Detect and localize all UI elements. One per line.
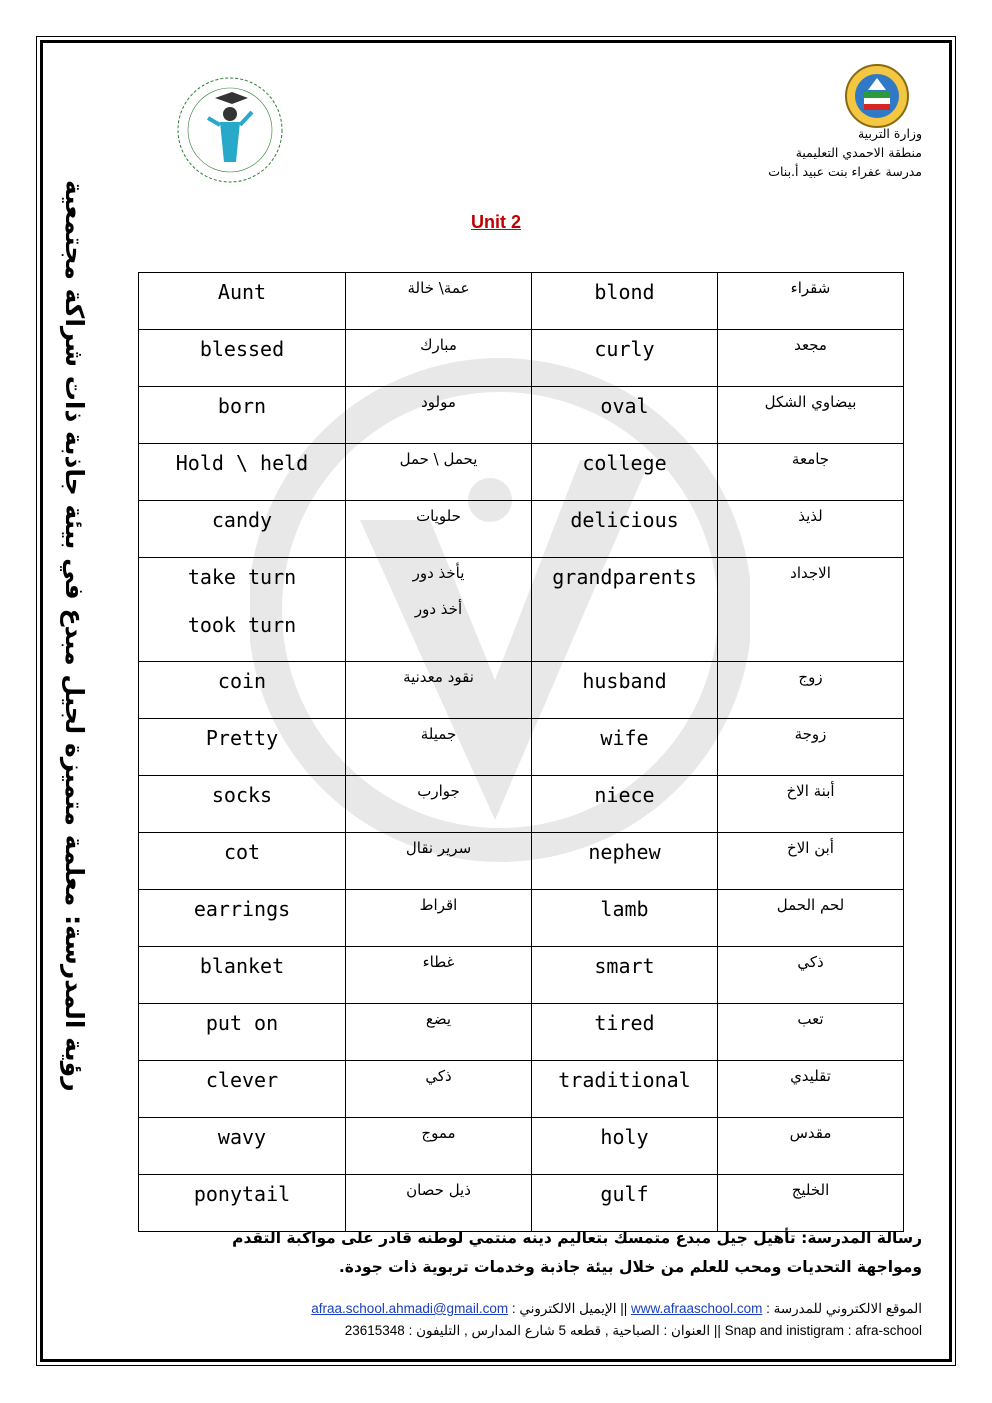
english-word: tired [532,1004,718,1061]
english-word: gulf [532,1175,718,1232]
english-word: ponytail [139,1175,346,1232]
arabic-meaning: لذيذ [718,501,904,558]
arabic-meaning-past: أخذ دور [414,600,463,618]
arabic-meaning: شقراء [718,273,904,330]
arabic-meaning: ذكي [346,1061,532,1118]
email-link[interactable]: afraa.school.ahmadi@gmail.com [311,1301,509,1316]
school-logo-icon [170,70,290,190]
arabic-meaning: بيضاوي الشكل [718,387,904,444]
english-word-past: took turn [187,613,297,637]
arabic-meaning: مولود [346,387,532,444]
english-word: lamb [532,890,718,947]
table-row [139,558,904,662]
arabic-meaning: مقدس [718,1118,904,1175]
contact-footer [162,1298,922,1342]
english-word: Pretty [139,719,346,776]
school-mission: رسالة المدرسة: تأهيل جيل مبدع متمسك بتعاليم دينه منتمي لوطنه قادر على مواكبة التقدم ومواجهة التحديات ومحب للعلم من خلال بيئة جاذبة وخدمات تربوية ذات جودة. [232,1229,922,1276]
table-row [139,662,904,719]
arabic-meaning: زوجة [718,719,904,776]
table-row [139,330,904,387]
contact-line-web [162,1298,922,1320]
ministry-header [622,124,922,181]
arabic-meaning: أبنة الاخ [718,776,904,833]
ministry-line: مدرسة عفراء بنت عبيد أ.بنات [768,164,922,179]
table-row [139,947,904,1004]
table-row [139,1118,904,1175]
english-word: put on [139,1004,346,1061]
arabic-meaning: أبن الاخ [718,833,904,890]
english-word: Aunt [139,273,346,330]
english-word: blond [532,273,718,330]
english-word: college [532,444,718,501]
unit-title: Unit 2 [470,212,521,232]
arabic-meaning: عمة\ خالة [346,273,532,330]
email-label: || الإيميل الالكتروني : [511,1301,628,1316]
arabic-meaning: مبارك [346,330,532,387]
english-word: born [139,387,346,444]
english-word: blanket [139,947,346,1004]
school-vision: رؤية المدرسة: معلمة متميزة لجيل مبدع في بيئة جاذبة ذات شراكة مجتمعية [60,180,89,1092]
english-word: delicious [532,501,718,558]
arabic-meaning: تقليدي [718,1061,904,1118]
arabic-meaning: الخليج [718,1175,904,1232]
english-word-present: take turn [187,565,297,589]
social-handle: Snap and inistigram : afra-school [724,1323,922,1338]
arabic-meaning: الاجداد [718,558,904,662]
vocabulary-table [138,272,904,1232]
english-word: wavy [139,1118,346,1175]
english-word: smart [532,947,718,1004]
english-word: coin [139,662,346,719]
english-word: earrings [139,890,346,947]
arabic-meaning: نقود معدنية [346,662,532,719]
english-word: niece [532,776,718,833]
english-word: Hold \ held [139,444,346,501]
ministry-line: منطقة الاحمدي التعليمية [795,145,922,160]
arabic-meaning [346,558,532,662]
arabic-meaning: تعب [718,1004,904,1061]
arabic-meaning: مجعد [718,330,904,387]
arabic-meaning-present: يأخذ دور [412,564,465,582]
arabic-meaning: سرير نقال [346,833,532,890]
table-row [139,1004,904,1061]
arabic-meaning: مموج [346,1118,532,1175]
kuwait-emblem-icon [842,62,912,130]
arabic-meaning: حلويات [346,501,532,558]
english-word: curly [532,330,718,387]
contact-line-address [162,1320,922,1342]
arabic-meaning: جامعة [718,444,904,501]
address-phone: || العنوان : الصباحية , قطعه 5 شارع المدارس , التليفون : 23615348 [344,1323,721,1338]
table-row [139,387,904,444]
english-word: traditional [532,1061,718,1118]
arabic-meaning: زوج [718,662,904,719]
english-word: candy [139,501,346,558]
arabic-meaning: جميلة [346,719,532,776]
english-word: holy [532,1118,718,1175]
english-word: nephew [532,833,718,890]
english-word: clever [139,1061,346,1118]
table-row [139,719,904,776]
english-word: oval [532,387,718,444]
arabic-meaning: اقراط [346,890,532,947]
arabic-meaning: يحمل \ حمل [346,444,532,501]
arabic-meaning: غطاء [346,947,532,1004]
website-label: الموقع الالكتروني للمدرسة : [766,1301,922,1316]
english-word: grandparents [532,558,718,662]
arabic-meaning: لحم الحمل [718,890,904,947]
arabic-meaning: جوارب [346,776,532,833]
english-word [139,558,346,662]
arabic-meaning: يضع [346,1004,532,1061]
arabic-meaning: ذكي [718,947,904,1004]
table-row [139,1175,904,1232]
website-link[interactable]: www.afraaschool.com [631,1301,763,1316]
table-row [139,890,904,947]
arabic-meaning: ذيل حصان [346,1175,532,1232]
table-row [139,501,904,558]
english-word: wife [532,719,718,776]
english-word: blessed [139,330,346,387]
english-word: cot [139,833,346,890]
table-row [139,776,904,833]
table-row [139,444,904,501]
english-word: husband [532,662,718,719]
table-row [139,273,904,330]
ministry-line: وزارة التربية [857,126,922,141]
english-word: socks [139,776,346,833]
table-row [139,833,904,890]
table-row [139,1061,904,1118]
